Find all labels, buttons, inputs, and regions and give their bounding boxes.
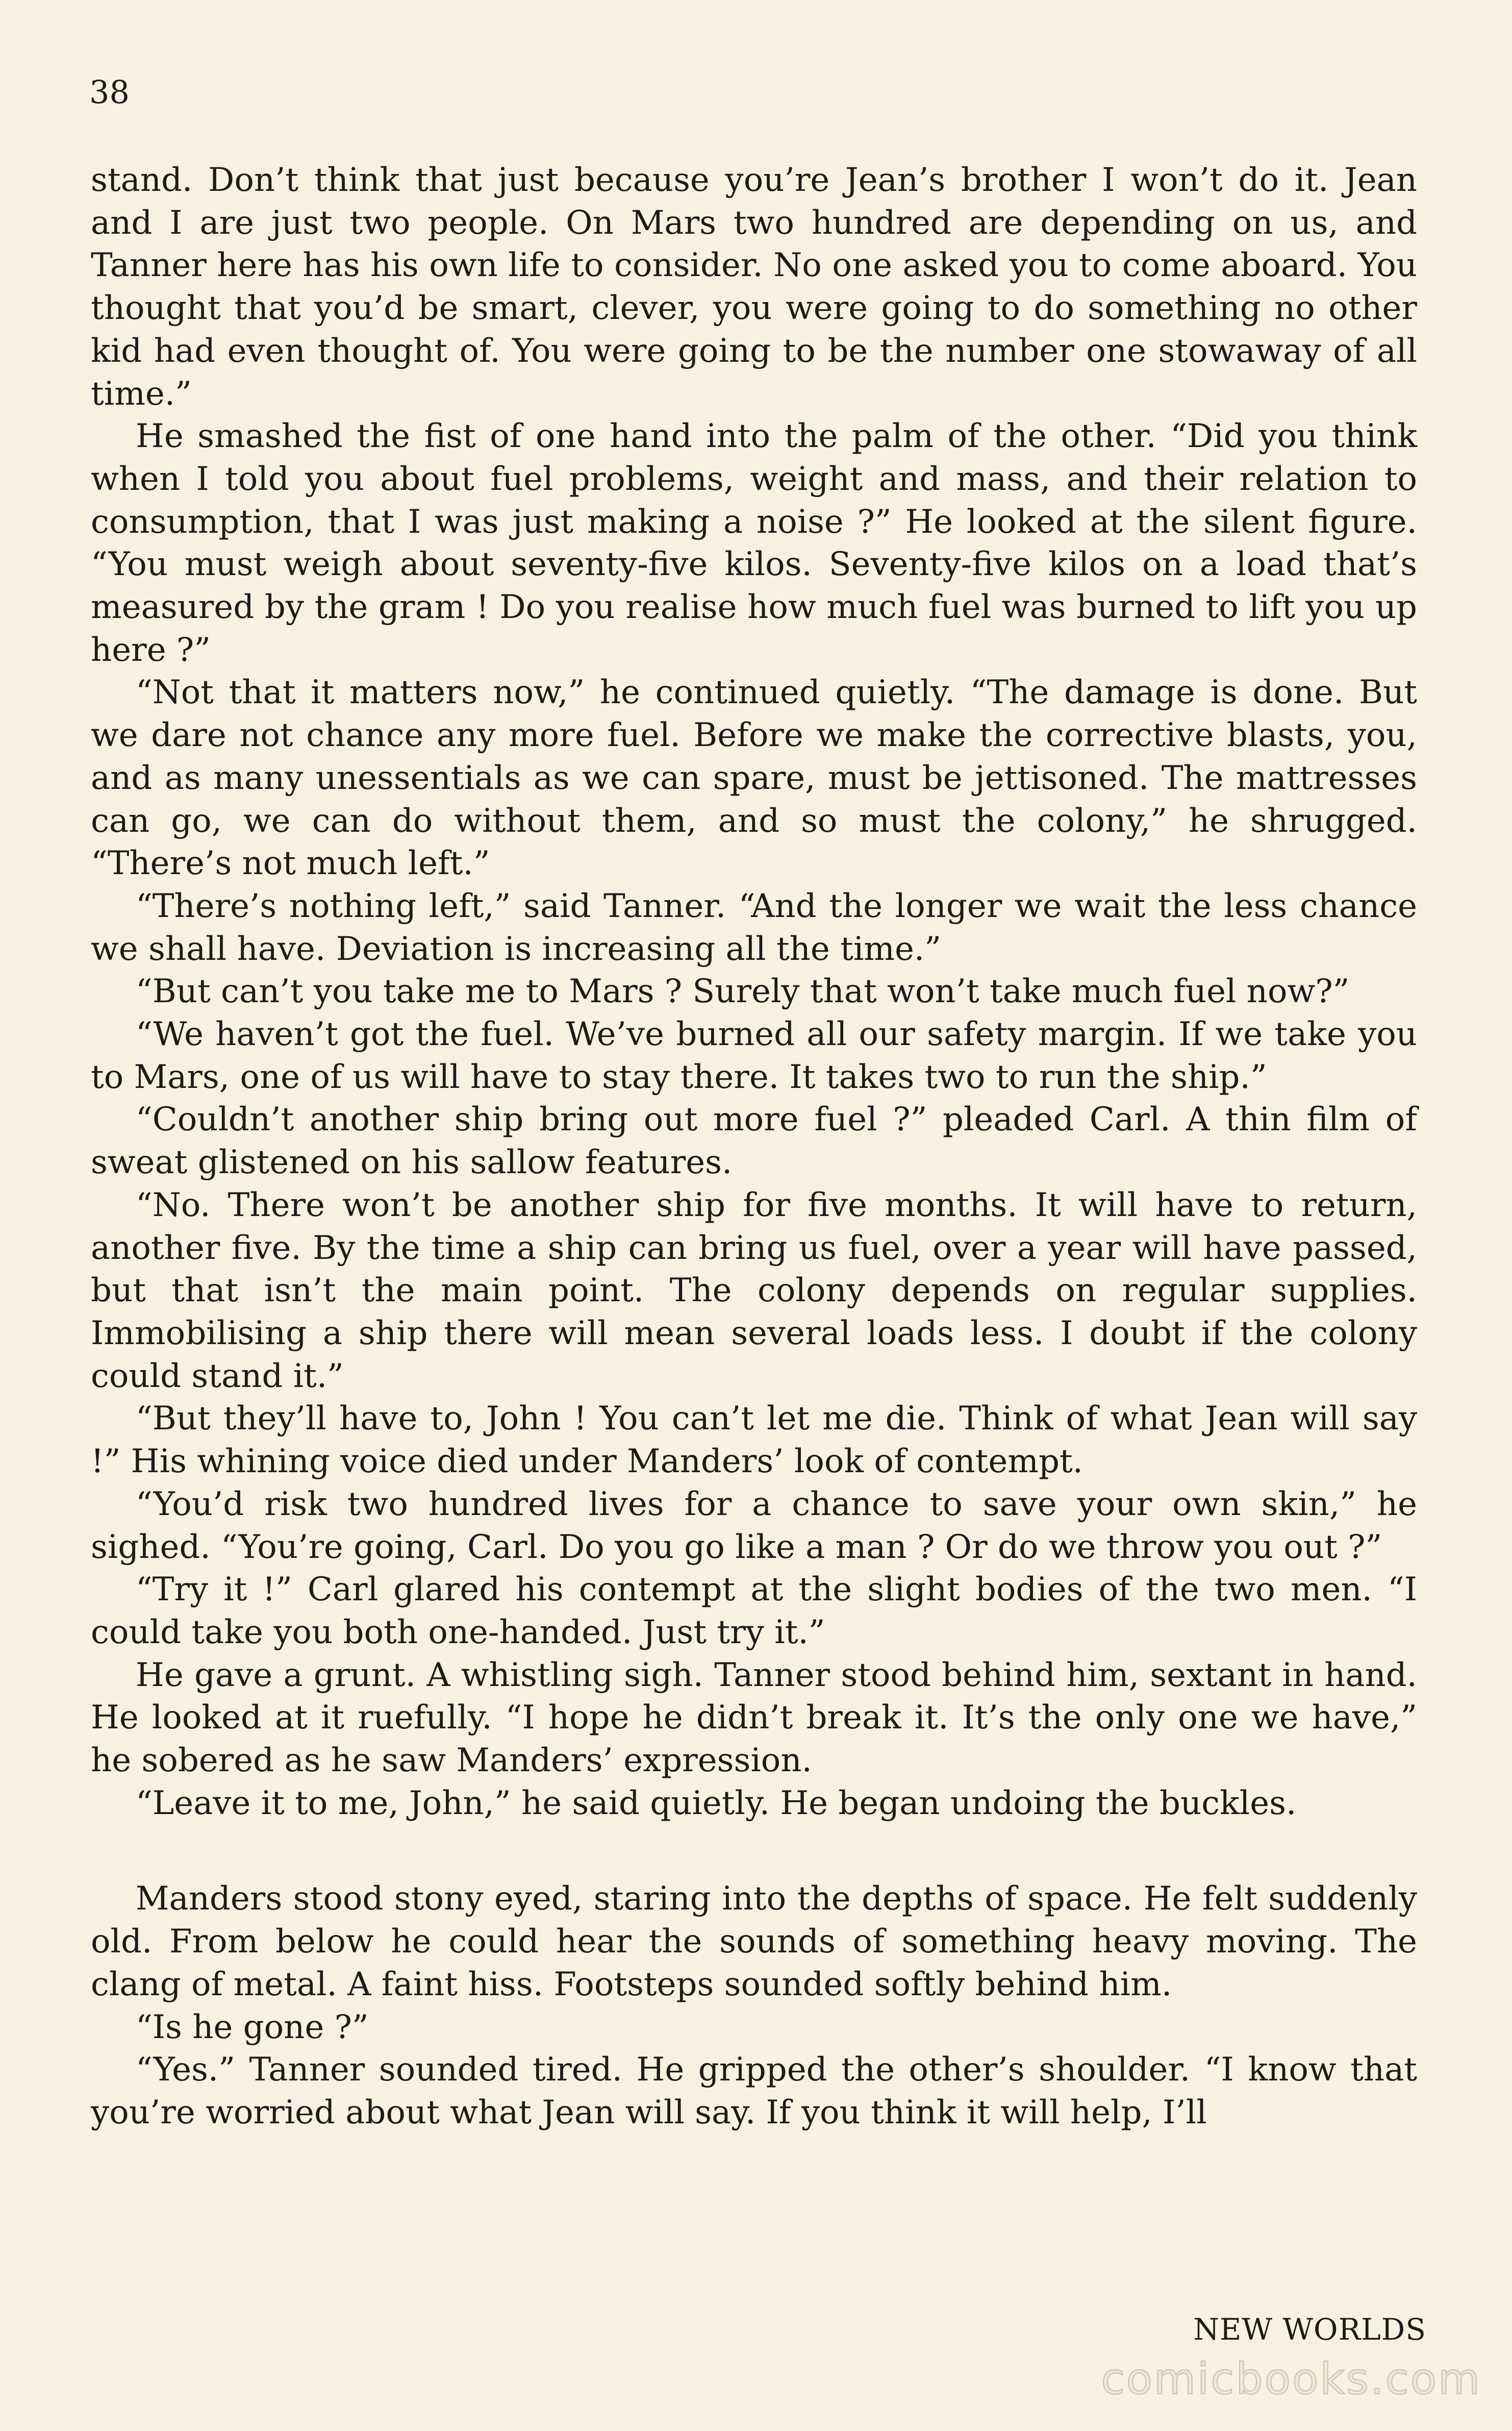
paragraph: “No. There won’t be another ship for five months. It will have to return, another five. By the time a ship can bring us fuel, over a year will have passed, but that isn’t the main point. The colony depends on regular supplies. Immobilising a ship there will mean several loads less. I doubt if the colony could stand it.” — [91, 1186, 1417, 1395]
story-text — [91, 159, 1417, 2135]
paragraph: “Not that it matters now,” he continued quietly. “The damage is done. But we dare not chance any more fuel. Before we make the corrective blasts, you, and as many unessentials as we can spare, must be jettisoned. The mattresses can go, we can do without them, and so must the colony,” he shrugged. “There’s not much left.” — [91, 674, 1417, 883]
paragraph: “You’d risk two hundred lives for a chance to save your own skin,” he sighed. “You’re going, Carl. Do you go like a man ? Or do we throw you out ?” — [91, 1485, 1417, 1566]
paragraph: “We haven’t got the fuel. We’ve burned all our safety margin. If we take you to Mars, one of us will have to stay there. It takes two to run the ship.” — [91, 1015, 1417, 1096]
paragraph: “Leave it to me, John,” he said quietly. He began undoing the buckles. — [136, 1784, 1297, 1822]
paragraph: He smashed the fist of one hand into the palm of the other. “Did you think when I told you about fuel problems, weight and mass, and their relation to consumption, that I was just making a noise ?” He looked at the silent figure. “You must weigh about seventy-five kilos. Seventy-five kilos on a load that’s measured by the gram ! Do you realise how much fuel was burned to lift you up here ?” — [91, 417, 1417, 669]
paragraph: stand. Don’t think that just because you’re Jean’s brother I won’t do it. Jean and I are just two people. On Mars two hundred are depending on us, and Tanner here has his own life to consider. No one asked you to come aboard. You thought that you’d be smart, clever, you were going to do something no other kid had even thought of. You were going to be the number one stowaway of all time.” — [91, 161, 1417, 413]
section-break — [91, 1825, 1417, 1878]
page-number: 38 — [89, 73, 130, 111]
paragraph: “Yes.” Tanner sounded tired. He gripped the other’s shoulder. “I know that you’re worried about what Jean will say. If you think it will help, I’ll — [91, 2051, 1417, 2131]
paragraph: “But can’t you take me to Mars ? Surely that won’t take much fuel now?” — [136, 973, 1350, 1011]
paragraph: “Couldn’t another ship bring out more fuel ?” pleaded Carl. A thin film of sweat glistened on his sallow features. — [91, 1101, 1417, 1182]
paragraph: Manders stood stony eyed, staring into the depths of space. He felt suddenly old. From below he could hear the sounds of something heavy moving. The clang of metal. A faint hiss. Footsteps sounded softly behind him. — [91, 1880, 1417, 2003]
watermark: comicbooks.com — [1101, 2354, 1481, 2404]
paragraph: “Is he gone ?” — [136, 2008, 369, 2046]
paragraph: “But they’ll have to, John ! You can’t let me die. Think of what Jean will say !” His whining voice died under Manders’ look of contempt. — [91, 1400, 1417, 1481]
paragraph: He gave a grunt. A whistling sigh. Tanner stood behind him, sextant in hand. He looked at it ruefully. “I hope he didn’t break it. It’s the only one we have,” he sobered as he saw Manders’ expression. — [91, 1656, 1417, 1780]
running-footer: NEW WORLDS — [1193, 2312, 1426, 2347]
paragraph: “Try it !” Carl glared his contempt at the slight bodies of the two men. “I could take you both one-handed. Just try it.” — [91, 1571, 1417, 1651]
paragraph: “There’s nothing left,” said Tanner. “And the longer we wait the less chance we shall have. Deviation is increasing all the time.” — [91, 887, 1417, 968]
